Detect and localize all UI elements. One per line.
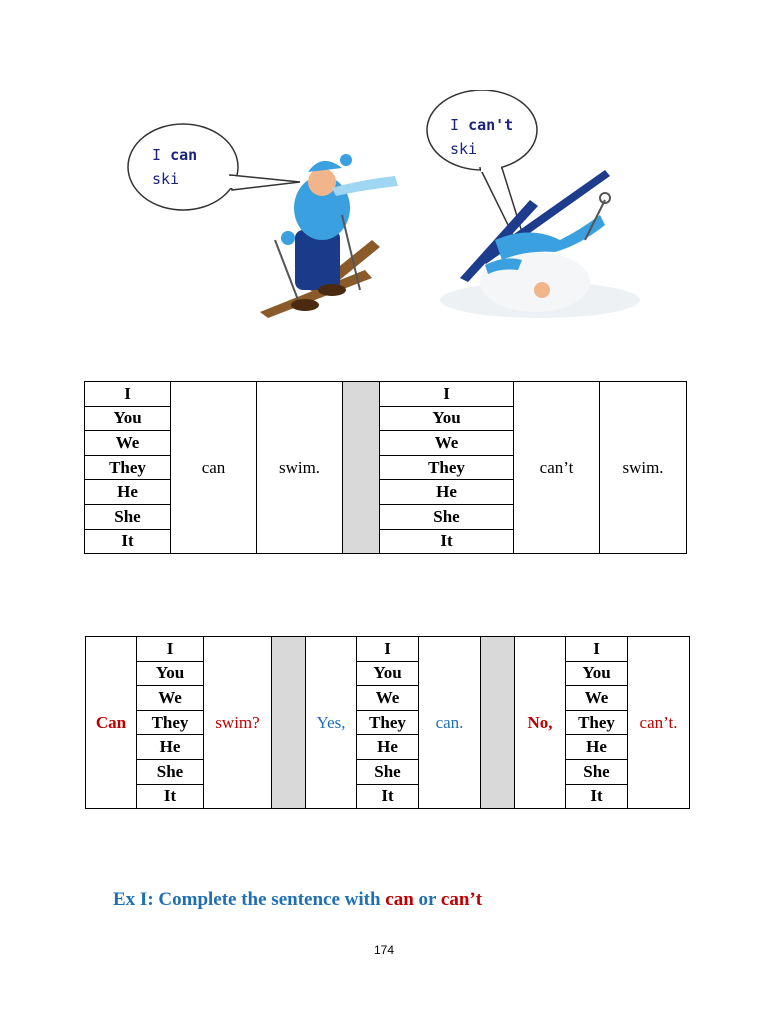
pronoun-cell: It: [357, 784, 419, 809]
pronoun-cell: She: [566, 759, 628, 784]
question-swim-cell: swim?: [204, 637, 272, 809]
pronoun-cell: We: [85, 431, 171, 456]
pronoun-cell: It: [137, 784, 204, 809]
pronoun-cell: They: [380, 455, 514, 480]
verb-swim-cell: swim.: [257, 382, 343, 554]
happy-skier: [260, 154, 398, 318]
short-yes-cell: can.: [419, 637, 481, 809]
pronoun-cell: I: [357, 637, 419, 662]
bubble-left-text: I can ski: [152, 146, 198, 188]
affirmative-negative-table: [84, 381, 687, 554]
ski-illustration: [110, 90, 670, 330]
pronoun-cell: It: [85, 529, 171, 554]
pronoun-cell: We: [380, 431, 514, 456]
pronoun-cell: You: [357, 661, 419, 686]
pronoun-cell: He: [85, 480, 171, 505]
pronoun-cell: She: [380, 504, 514, 529]
pronoun-cell: You: [137, 661, 204, 686]
pronoun-cell: They: [566, 710, 628, 735]
bubble-right-text: I can't ski: [450, 116, 514, 158]
pronoun-cell: You: [85, 406, 171, 431]
exercise-word-can: can: [385, 889, 414, 910]
pronoun-cell: I: [137, 637, 204, 662]
modal-cant-cell: can’t: [514, 382, 600, 554]
ski-cartoon: [110, 90, 670, 330]
pronoun-cell: He: [566, 735, 628, 760]
no-cell: No,: [515, 637, 566, 809]
pronoun-cell: He: [380, 480, 514, 505]
exercise-prefix: Ex I: Complete the sentence with: [113, 889, 381, 910]
question-answer-table: [85, 636, 690, 809]
pronoun-cell: It: [566, 784, 628, 809]
pronoun-cell: I: [85, 382, 171, 407]
pronoun-cell: She: [137, 759, 204, 784]
pronoun-cell: We: [357, 686, 419, 711]
exercise-heading: [113, 889, 482, 911]
speech-bubble-left-tail: [230, 175, 300, 190]
page-number: 174: [373, 943, 395, 957]
pronoun-cell: She: [85, 504, 171, 529]
exercise-joiner: or: [418, 889, 437, 910]
pronoun-cell: We: [137, 686, 204, 711]
pronoun-cell: He: [357, 735, 419, 760]
pronoun-cell: They: [357, 710, 419, 735]
short-no-cell: can’t.: [628, 637, 690, 809]
exercise-word-cant: can’t: [440, 889, 483, 910]
pronoun-cell: She: [357, 759, 419, 784]
pronoun-cell: They: [137, 710, 204, 735]
pronoun-cell: You: [566, 661, 628, 686]
pronoun-cell: I: [380, 382, 514, 407]
pronoun-cell: We: [566, 686, 628, 711]
yes-cell: Yes,: [306, 637, 357, 809]
pronoun-cell: They: [85, 455, 171, 480]
fallen-skier: [440, 170, 640, 318]
question-can-cell: Can: [86, 637, 137, 809]
gray-separator: [481, 637, 515, 809]
gray-separator: [272, 637, 306, 809]
gray-separator: [343, 382, 380, 554]
pronoun-cell: I: [566, 637, 628, 662]
modal-can-cell: can: [171, 382, 257, 554]
pronoun-cell: It: [380, 529, 514, 554]
verb-swim-cell: swim.: [600, 382, 687, 554]
pronoun-cell: You: [380, 406, 514, 431]
pronoun-cell: He: [137, 735, 204, 760]
